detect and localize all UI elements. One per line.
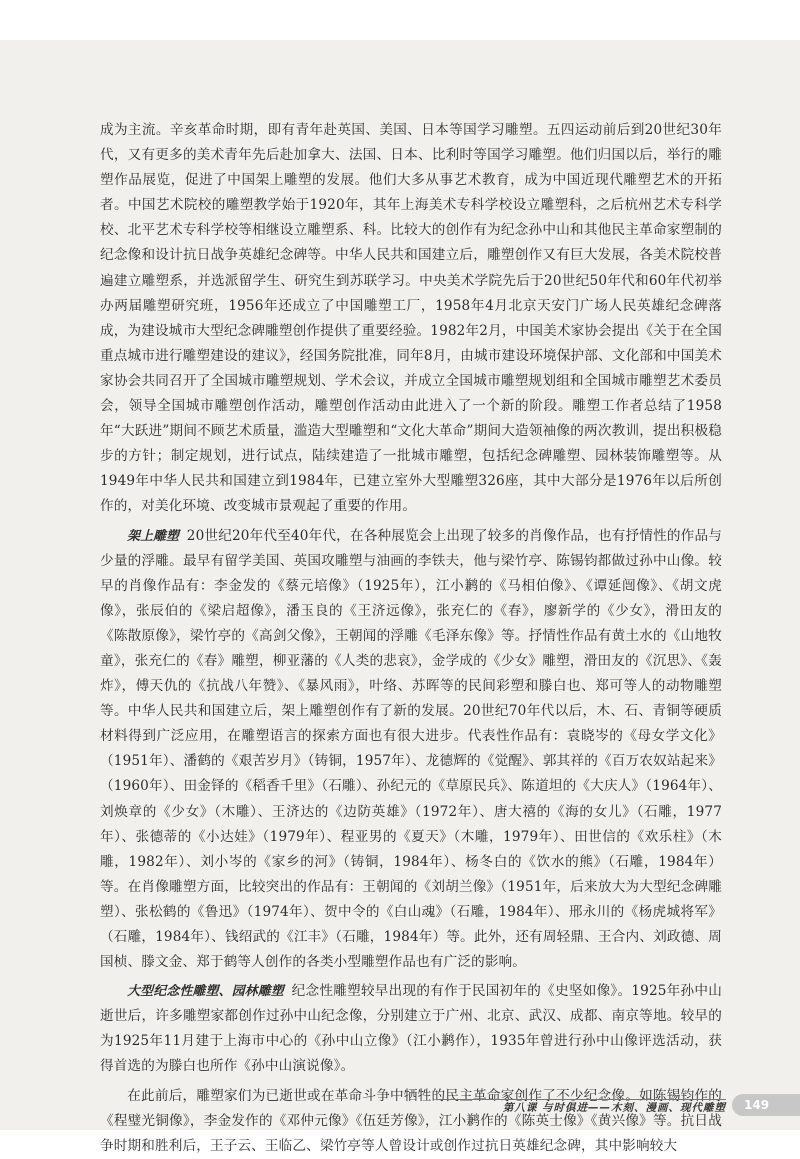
- section-heading-monumental-sculpture: 大型纪念性雕塑、园林雕塑: [127, 984, 284, 1000]
- paragraph-monumental-sculpture: [100, 979, 722, 1079]
- paragraph-text: 20世纪20年代至40年代，在各种展览会上出现了较多的肖像作品，也有抒情性的作品与少量的浮雕。最早有留学美国、英国攻雕塑与油画的李铁夫，他与梁竹亭、陈锡钧都做过孙中山像。较早的肖像作品有：李金发的《蔡元培像》（1925年），江小鹣的《马相伯像》、《谭延闿像》、《胡文虎像》，张辰伯的《梁启超像》，潘玉良的《王济远像》，张充仁的《春》，廖新学的《少女》，滑田友的《陈散原像》，梁竹亭的《高剑父像》，王朝闻的浮雕《毛泽东像》等。抒情性作品有黄土水的《山地牧童》，张充仁的《春》雕塑，柳亚藩的《人类的悲哀》，金学成的《少女》雕塑，滑田友的《沉思》、《轰炸》，傅天仇的《抗战八年赞》、《暴风雨》，叶络、苏晖等的民间彩塑和滕白也、郑可等人的动物雕塑等。中华人民共和国建立后，架上雕塑创作有了新的发展。20世纪70年代以后，木、石、青铜等硬质材料得到广泛应用，在雕塑语言的探索方面也有很大进步。代表性作品有：袁晓岑的《母女学文化》（1951年）、潘鹤的《艰苦岁月》（铸铜，1957年）、龙德辉的《觉醒》、郭其祥的《百万农奴站起来》（1960年）、田金铎的《稻香千里》（石雕）、孙纪元的《草原民兵》、陈道坦的《大庆人》（1964年）、刘焕章的《少女》（木雕）、王济达的《边防英雄》（1972年）、唐大禧的《海的女儿》（石雕，1977年）、张德蒂的《小达娃》（1979年）、程亚男的《夏天》（木雕，1979年）、田世信的《欢乐柱》（木雕，1982年）、刘小岑的《家乡的河》（铸铜，1984年）、杨冬白的《饮水的熊》（石雕，1984年）等。在肖像雕塑方面，比较突出的作品有：王朝闻的《刘胡兰像》（1951年，后来放大为大型纪念碑雕塑）、张松鹤的《鲁迅》（1974年）、贺中令的《白山魂》（石雕，1984年）、邢永川的《杨虎城将军》（石雕，1984年）、钱绍武的《江丰》（石雕，1984年）等。此外，还有周轻鼎、王合内、刘政德、周国桢、滕文金、郑于鹤等人创作的各类小型雕塑作品也有广泛的影响。: [100, 527, 722, 971]
- body-text: [100, 118, 722, 1159]
- textbook-page: [0, 40, 800, 1154]
- paragraph-modern-sculpture-history: 成为主流。辛亥革命时期，即有青年赴英国、美国、日本等国学习雕塑。五四运动前后到20世纪30年代，又有更多的美术青年先后赴加拿大、法国、日本、比利时等国学习雕塑。他们归国以后，举行的雕塑作品展览，促进了中国架上雕塑的发展。他们大多从事艺术教育，成为中国近现代雕塑艺术的开拓者。中国艺术院校的雕塑教学始于1920年，其年上海美术专科学校设立雕塑科，之后杭州艺术专科学校、北平艺术专科学校等相继设立雕塑系、科。比较大的创作有为纪念孙中山和其他民主革命家塑制的纪念像和设计抗日战争英雄纪念碑等。中华人民共和国建立后，雕塑创作又有巨大发展，各美术院校普遍建立雕塑系，并选派留学生、研究生到苏联学习。中央美术学院先后于20世纪50年代和60年代初举办两届雕塑研究班，1956年还成立了中国雕塑工厂，1958年4月北京天安门广场人民英雄纪念碑落成，为建设城市大型纪念碑雕塑创作提供了重要经验。1982年2月，中国美术家协会提出《关于在全国重点城市进行雕塑建设的建议》，经国务院批准，同年8月，由城市建设环境保护部、文化部和中国美术家协会共同召开了全国城市雕塑规划、学术会议，并成立全国城市雕塑规划组和全国城市雕塑艺术委员会，领导全国城市雕塑创作活动，雕塑创作活动由此进入了一个新的阶段。雕塑工作者总结了1958年“大跃进”期间不顾艺术质量，滥造大型雕塑和“文化大革命”期间大造领袖像的两次教训，提出积极稳步的方针；制定规划，进行试点，陆续建造了一批城市雕塑，包括纪念碑雕塑、园林装饰雕塑等。从1949年中华人民共和国建立到1984年，已建立室外大型雕塑326座，其中大部分是1976年以后所创作的，对美化环境、改变城市景观起了重要的作用。: [100, 122, 722, 515]
- paragraph-easel-sculpture: [100, 524, 722, 976]
- section-heading-easel-sculpture: 架上雕塑: [127, 528, 180, 544]
- page-number-badge: 149: [732, 1094, 800, 1116]
- paragraph-memorial-statues: 在此前后，雕塑家们为已逝世或在革命斗争中牺牲的民主革命家创作了不少纪念像。如陈锡钧作的《程璧光铜像》，李金发作的《邓仲元像》《伍廷芳像》，江小鹣作的《陈英士像》《黄兴像》等。抗日战争时期和胜利后，王子云、王临乙、梁竹亭等人曾设计或创作过抗日英雄纪念碑，其中影响较大: [100, 1087, 722, 1154]
- paragraph-text: 纪念性雕塑较早出现的有作于民国初年的《史坚如像》。1925年孙中山逝世后，许多雕塑家都创作过孙中山纪念像，分别建立于广州、北京、武汉、成都、南京等地。较早的为1925年11月建于上海市中心的《孙中山立像》（江小鹣作），1935年曾进行孙中山像评选活动，获得首选的为滕白也所作《孙中山演说像》。: [100, 983, 722, 1075]
- footer-chapter-title: 第八课 与时俱进——木刻、漫画、现代雕塑: [502, 1102, 726, 1114]
